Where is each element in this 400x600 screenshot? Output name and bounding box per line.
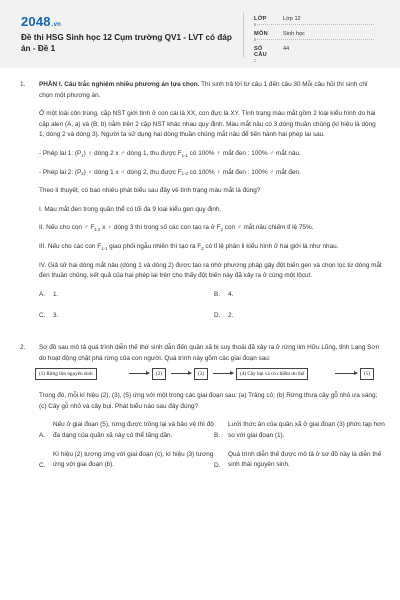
option-a[interactable]: [39, 290, 214, 301]
question-ask: Theo lí thuyết, có bao nhiêu phát biểu sau đây về tính trạng màu mắt là đúng?: [39, 187, 261, 195]
question-2: [20, 343, 385, 480]
stage-box: (5): [360, 368, 374, 380]
option-text: Lưới thức ăn của quần xã ở giai đoạn (3) phức tạp hơn so với giai đoạn (1).: [228, 421, 385, 439]
option-d[interactable]: [214, 450, 389, 472]
arrow: [213, 373, 233, 374]
cross-1-text: ) ♀ dòng 2 x ♂ dòng 1, thu được F: [83, 149, 182, 157]
option-text: 4.: [228, 290, 234, 298]
site-logo[interactable]: [21, 14, 61, 29]
questions-content: [20, 80, 385, 479]
option-letter: B.: [214, 432, 221, 440]
meta-class-value: Lớp 12: [283, 16, 301, 22]
statement-3: [39, 242, 382, 253]
cross-2-text: - Phép lai 2: (P: [39, 168, 82, 176]
cross-1-text: có 100% ♀ mắt đen : 100% ♂ mắt nâu.: [187, 149, 301, 157]
option-c[interactable]: [39, 311, 214, 322]
logo-text: 2048: [21, 14, 51, 29]
option-letter: D.: [214, 312, 221, 320]
cross-1: [39, 149, 382, 160]
meta-subject-key: MÔN :: [254, 31, 268, 43]
option-letter: C.: [39, 461, 46, 469]
statement-1: I. Màu mắt đen trong quần thể có tối đa 9 loại kiểu gen quy định.: [39, 205, 222, 213]
stage-box: (4) Cây bụi và cỏ chiếm ưu thế: [236, 368, 308, 380]
option-letter: C.: [39, 312, 46, 320]
cross-2-text: ) ♀ dòng 1 x ♂ dòng 2, thu được F: [83, 168, 182, 176]
answer-options: [39, 420, 385, 479]
statement-text: III. Nếu cho các con F: [39, 242, 102, 250]
option-b[interactable]: [214, 420, 389, 442]
statement-2: [39, 223, 382, 234]
meta-subject-value: Sinh học: [283, 31, 305, 37]
option-text: Nếu ở giai đoạn (5), rừng được trồng lại và bảo vệ thì độ đa dạng của quần xã này có thể tăng dần.: [53, 421, 214, 439]
subscript: 2: [81, 171, 84, 177]
option-text: Quá trình diễn thế được mô tả ở sơ đồ này là diễn thế sinh thái nguyên sinh.: [228, 450, 382, 469]
subscript: 1: [81, 152, 84, 158]
header-divider: [243, 12, 244, 58]
statement-text: con ♂ mắt nâu chiếm tỉ lệ 75%.: [223, 224, 314, 232]
exam-title: Đề thi HSG Sinh học 12 Cụm trường QV1 - LVT có đáp án - Đề 1: [21, 33, 232, 53]
meta-count-value: 44: [283, 46, 290, 52]
question-1: [20, 80, 382, 333]
option-a[interactable]: [39, 420, 214, 442]
subscript: 1-2: [94, 226, 101, 232]
cross-1-text: - Phép lai 1: (P: [39, 149, 82, 157]
arrow: [335, 373, 357, 374]
logo-suffix: .vn: [51, 22, 62, 28]
section-heading: PHẦN I. Câu trắc nghiệm nhiều phương án lựa chọn.: [39, 81, 200, 88]
subscript: 2: [201, 245, 204, 251]
question-number: 1.: [20, 81, 26, 88]
statement-text: giao phối ngẫu nhiên thì tạo ra F: [107, 242, 202, 250]
question-intro: Sơ đồ sau mô tả quá trình diễn thế thứ sinh dẫn đến quần xã bị suy thoái đã xảy ra ở rừng lim Hữu Lũng, tỉnh Lạng Sơn do hoạt động chặt phá rừng của con người. Quá trình này gồm các giai đoạn sau:: [39, 343, 380, 362]
stage-box: (3): [194, 368, 208, 380]
subscript: 1-1: [181, 152, 188, 158]
subscript: 2: [220, 226, 224, 232]
option-d[interactable]: [214, 311, 389, 322]
cross-2-text: có 100% ♀ mắt đen : 100% ♂ mắt đen.: [187, 168, 301, 176]
option-letter: D.: [214, 461, 221, 469]
meta-count-key: SỐ CÂU :: [254, 46, 268, 64]
option-text: 3.: [53, 312, 59, 320]
stage-box: (1) Rừng lim nguyên sinh: [35, 368, 97, 380]
header-band: [0, 0, 400, 68]
intro-text: Thí sinh trả lời từ câu 1 đến câu 30 Mỗi câu hỏi thí sinh chỉ chọn một phương án.: [39, 81, 368, 99]
question-ask: Trong đó, mỗi kí hiệu (2), (3), (5) ứng với một trong các giai đoạn sau: (a) Trảng cỏ; (b) Rừng thưa cây gỗ nhỏ ưa sáng; (c) Cây gỗ nhỏ và cây bụi. Phát biểu nào sau đây đúng?: [39, 392, 378, 410]
cross-2: [39, 168, 382, 179]
answer-options: [39, 290, 382, 333]
succession-diagram: [35, 368, 375, 383]
question-number: 2.: [20, 343, 26, 351]
subscript: 1-1: [101, 245, 108, 251]
option-letter: B.: [214, 290, 221, 298]
option-letter: A.: [39, 432, 46, 440]
arrow: [171, 373, 191, 374]
meta-line: [254, 39, 374, 40]
option-letter: A.: [39, 290, 46, 298]
option-text: 2.: [228, 312, 234, 320]
option-b[interactable]: [214, 290, 389, 301]
statement-text: có tỉ lệ phân li kiểu hình ở hai giới là như nhau.: [203, 242, 339, 250]
statement-4: IV. Giả sử hai dòng mắt nâu (dòng 1 và dòng 2) được tạo ra nhờ phương pháp gây đột biến gen và chọn lọc từ dòng mắt đen thuần chủng, kết quả của hai phép lai trên cho thấy đột biến này đã xảy ra ở cùng một lôcut.: [39, 261, 382, 280]
statement-text: II. Nếu cho con ♂ F: [39, 224, 95, 232]
meta-line: [254, 24, 374, 25]
statement-text: x ♀ dòng 3 thì trong số các con tạo ra ở F: [100, 224, 221, 232]
question-stem: Ở một loài côn trùng, cặp NST giới tính ở con cái là XX, con đực là XY. Tính trạng màu mắt gồm 2 loại kiểu hình do hai cặp alen (A, a) và (B, b) nằm trên 2 cặp NST khác nhau quy định. Màu mắt nâu có 3 dòng thuần chủng (kí hiệu là dòng 1, dòng 2 và dòng 3). Người ta sử dụng hai dòng thuần chủng mắt nâu để tiến hành hai phép lai sau.: [39, 110, 376, 139]
meta-class-key: LỚP :: [254, 16, 267, 28]
option-c[interactable]: [39, 450, 214, 472]
option-text: Kí hiệu (2) tương ứng với giai đoạn (c), kí hiệu (3) tương ứng với giai đoạn (b).: [53, 450, 214, 469]
option-text: 1.: [53, 290, 59, 298]
subscript: 1-2: [181, 171, 188, 177]
question-intro: [39, 80, 382, 101]
stage-box: (2): [152, 368, 166, 380]
arrow: [129, 373, 149, 374]
